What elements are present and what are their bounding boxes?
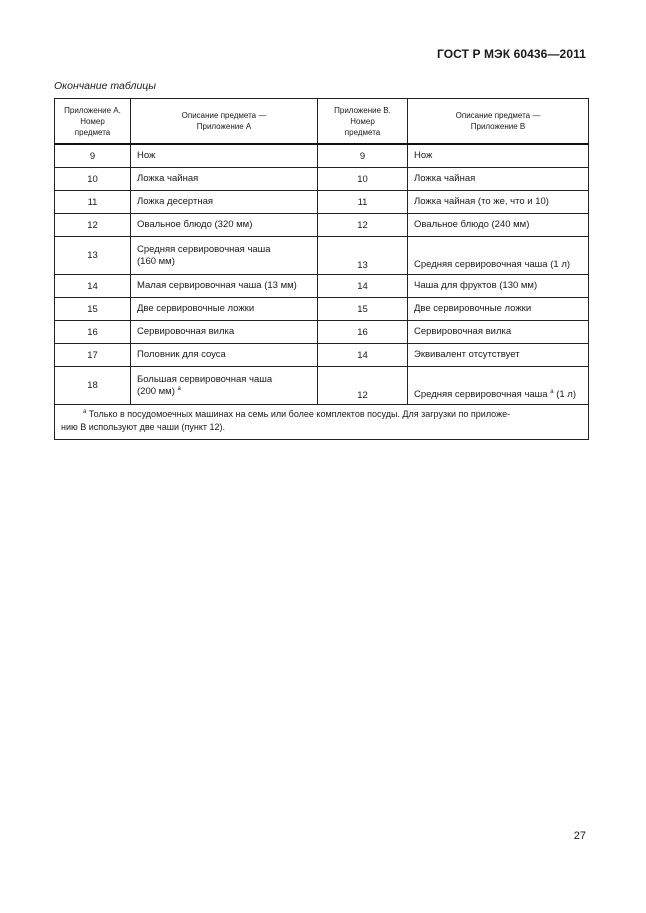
cell-description-a: Овальное блюдо (320 мм)	[131, 214, 318, 237]
cell-number-b: 15	[318, 298, 408, 321]
cell-description-b: Две сервировочные ложки	[408, 298, 589, 321]
cell-number-b: 14	[318, 344, 408, 367]
cell-number-a: 18	[55, 367, 131, 405]
cell-number-a: 10	[55, 168, 131, 191]
cell-description-a: Нож	[131, 144, 318, 168]
page-number: 27	[573, 830, 586, 842]
footnote-mark: a	[550, 388, 554, 395]
cell-description-b: Средняя сервировочная чаша $^a$ (1 л)	[408, 367, 589, 405]
header-description-a: Описание предмета — Приложение А	[131, 99, 318, 145]
cell-description-b: Эквивалент отсутствует	[408, 344, 589, 367]
cell-number-a: 12	[55, 214, 131, 237]
table-footnote: $^a$ Только в посудомоечных машинах на семь или более комплектов посуды. Для загрузки по приложе- нию В используют две чаши (пункт 12).	[55, 405, 589, 440]
table-caption: Окончание таблицы	[54, 80, 157, 92]
cell-number-a: 17	[55, 344, 131, 367]
table-row	[55, 191, 589, 214]
cell-description-a: Ложка чайная	[131, 168, 318, 191]
cell-description-b: Средняя сервировочная чаша (1 л)	[408, 237, 589, 275]
document-code: ГОСТ Р МЭК 60436—2011	[436, 47, 586, 61]
cell-number-a: 14	[55, 275, 131, 298]
cell-description-a: Ложка десертная	[131, 191, 318, 214]
cell-description-a: Большая сервировочная чаша (200 мм) $^a$	[131, 367, 318, 405]
cell-description-a: Две сервировочные ложки	[131, 298, 318, 321]
cell-number-b: 13	[318, 237, 408, 275]
cell-number-b: 9	[318, 144, 408, 168]
cell-description-a: Малая сервировочная чаша (13 мм)	[131, 275, 318, 298]
footnote-mark: a	[83, 409, 87, 415]
table-footnote-row	[55, 405, 589, 440]
cell-number-a: 15	[55, 298, 131, 321]
header-number-a: Приложение А. Номер предмета	[55, 99, 131, 145]
header-description-b: Описание предмета — Приложение В	[408, 99, 589, 145]
cell-number-b: 14	[318, 275, 408, 298]
cell-number-b: 10	[318, 168, 408, 191]
cell-number-a: 13	[55, 237, 131, 275]
table-row	[55, 214, 589, 237]
items-table	[54, 98, 589, 440]
cell-description-a: Сервировочная вилка	[131, 321, 318, 344]
cell-number-b: 16	[318, 321, 408, 344]
table-header-row	[55, 99, 589, 145]
table-row	[55, 321, 589, 344]
cell-description-b: Сервировочная вилка	[408, 321, 589, 344]
table-row	[55, 367, 589, 405]
table-row	[55, 144, 589, 168]
cell-description-a: Половник для соуса	[131, 344, 318, 367]
cell-description-b: Овальное блюдо (240 мм)	[408, 214, 589, 237]
footnote-mark: a	[177, 385, 181, 392]
cell-number-a: 11	[55, 191, 131, 214]
cell-number-b: 11	[318, 191, 408, 214]
cell-number-a: 16	[55, 321, 131, 344]
table-row	[55, 168, 589, 191]
cell-description-b: Нож	[408, 144, 589, 168]
header-number-b: Приложение В. Номер предмета	[318, 99, 408, 145]
table-row	[55, 344, 589, 367]
table-row	[55, 237, 589, 275]
cell-description-b: Ложка чайная	[408, 168, 589, 191]
cell-description-b: Чаша для фруктов (130 мм)	[408, 275, 589, 298]
cell-description-a: Средняя сервировочная чаша (160 мм)	[131, 237, 318, 275]
cell-number-b: 12	[318, 214, 408, 237]
table-row	[55, 275, 589, 298]
table-row	[55, 298, 589, 321]
cell-number-a: 9	[55, 144, 131, 168]
cell-number-b: 12	[318, 367, 408, 405]
cell-description-b: Ложка чайная (то же, что и 10)	[408, 191, 589, 214]
